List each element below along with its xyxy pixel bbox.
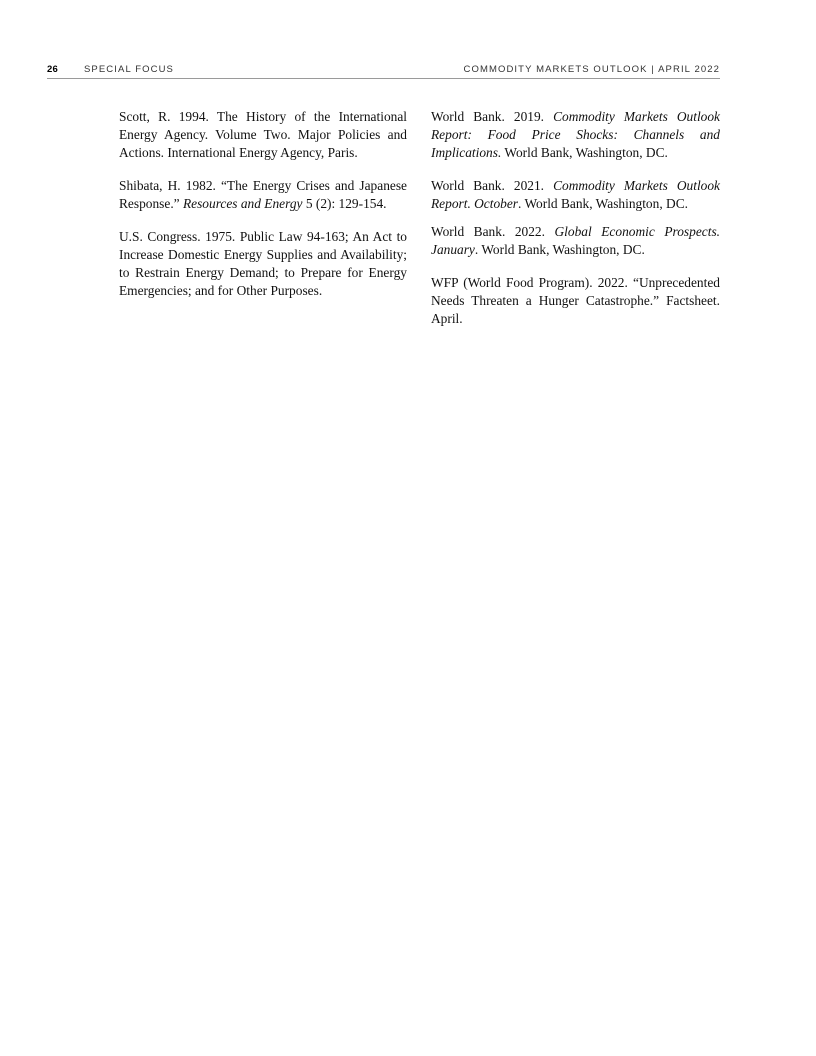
reference-shibata-1982 — [119, 177, 407, 213]
reference-source-title: Global Economic Prospects. January — [431, 224, 720, 257]
reference-text: Shibata, H. 1982. “The Energy Crises and Japanese Response.” — [119, 178, 407, 211]
header-divider — [47, 78, 720, 79]
reference-text-tail: World Bank, Washington, DC. — [501, 145, 668, 160]
reference-source-title: Commodity Markets Outlook Report: Food Price Shocks: Channels and Implications. — [431, 109, 720, 160]
reference-text: WFP (World Food Program). 2022. “Unprecedented Needs Threaten a Hunger Catastrophe.” Factsheet. April. — [431, 275, 720, 326]
page-number: 26 — [47, 64, 58, 75]
reference-text: World Bank. 2021. — [431, 178, 554, 193]
reference-text: Scott, R. 1994. The History of the International Energy Agency. Volume Two. Major Policies and Actions. International Energy Agency, Paris. — [119, 109, 407, 160]
running-title: COMMODITY MARKETS OUTLOOK | APRIL 2022 — [463, 64, 720, 75]
references-left-column — [119, 108, 407, 315]
reference-scott-1994 — [119, 108, 407, 162]
reference-wfp-2022 — [431, 274, 720, 328]
reference-text: U.S. Congress. 1975. Public Law 94-163; An Act to Increase Domestic Energy Supplies and Availability; to Restrain Energy Demand; to Prepare for Energy Emergencies; and for Other Purposes. — [119, 229, 407, 298]
references-right-column — [431, 108, 720, 343]
reference-world-bank-2022 — [431, 223, 720, 259]
reference-us-congress-1975 — [119, 228, 407, 300]
reference-text-tail: . World Bank, Washington, DC. — [518, 196, 688, 211]
reference-text: World Bank. 2022. — [431, 224, 555, 239]
reference-text-tail: . World Bank, Washington, DC. — [474, 242, 645, 257]
running-header — [47, 64, 720, 78]
reference-world-bank-2021 — [431, 177, 720, 213]
reference-text-tail: 5 (2): 129-154. — [302, 196, 387, 211]
reference-world-bank-2019 — [431, 108, 720, 162]
reference-text: World Bank. 2019. — [431, 109, 554, 124]
section-label: SPECIAL FOCUS — [84, 64, 174, 75]
reference-source-title: Commodity Markets Outlook Report. October — [431, 178, 720, 211]
reference-source-title: Resources and Energy — [182, 196, 303, 211]
